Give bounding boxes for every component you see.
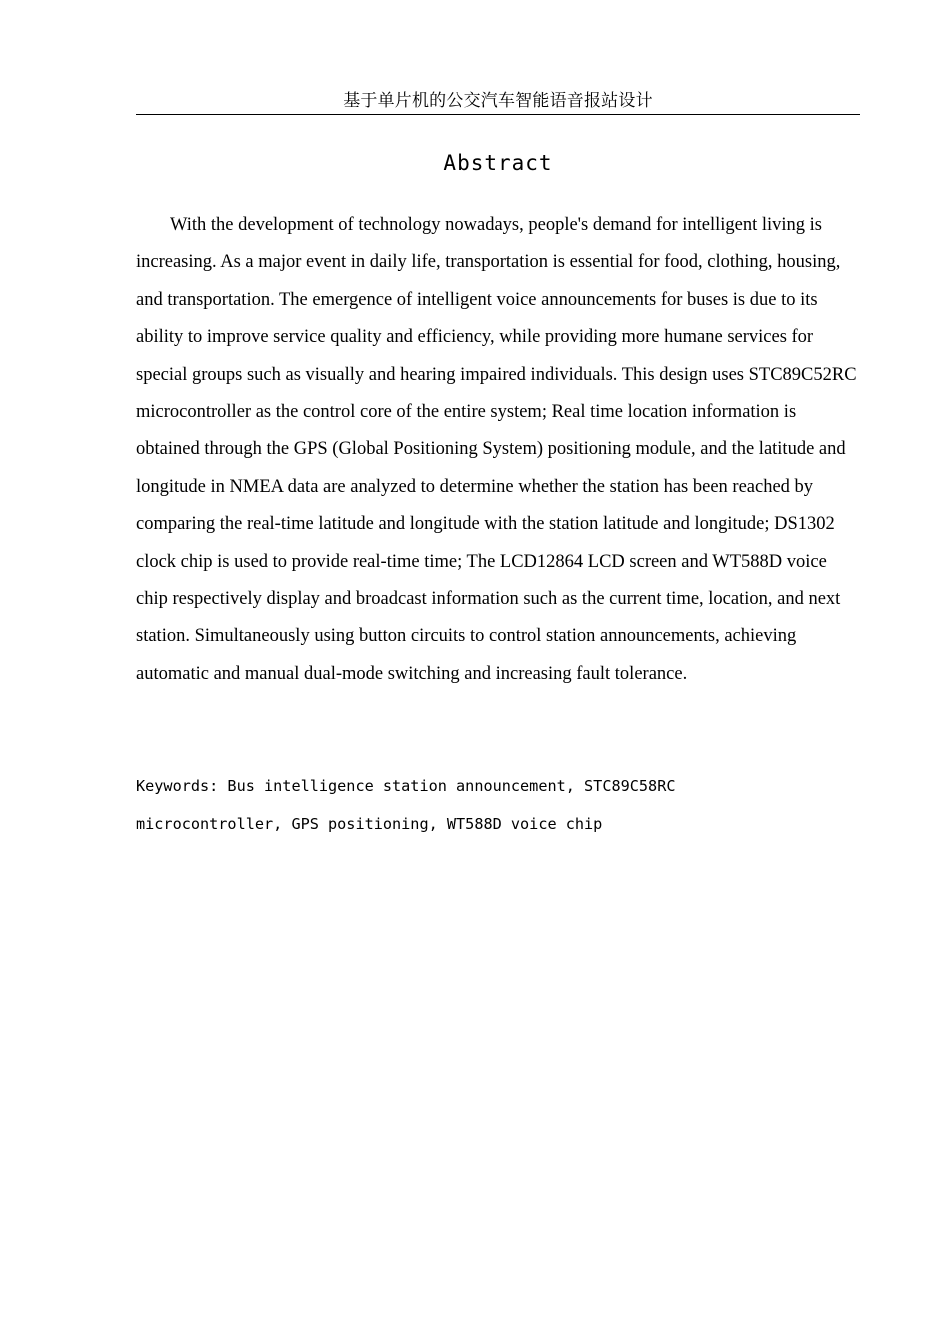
abstract-heading: Abstract [443, 151, 553, 175]
running-header: 基于单片机的公交汽车智能语音报站设计 [136, 88, 860, 115]
keywords-line: Keywords: Bus intelligence station announcement, STC89C58RC microcontroller, GPS positioning, WT588D voice chip [136, 777, 676, 833]
abstract-paragraph: With the development of technology nowadays, people's demand for intelligent living is increasing. As a major event in daily life, transportation is essential for food, clothing, housing, and transportation. The emergence of intelligent voice announcements for buses is due to its ability to improve service quality and efficiency, while providing more humane services for special groups such as visually and hearing impaired individuals. This design uses STC89C52RC microcontroller as the control core of the entire system; Real time location information is obtained through the GPS (Global Positioning System) positioning module, and the latitude and longitude in NMEA data are analyzed to determine whether the station has been reached by comparing the real-time latitude and longitude with the station latitude and longitude; DS1302 clock chip is used to provide real-time time; The LCD12864 LCD screen and WT588D voice chip respectively display and broadcast information such as the current time, location, and next station. Simultaneously using button circuits to control station announcements, achieving automatic and manual dual-mode switching and increasing fault tolerance. [136, 215, 857, 684]
